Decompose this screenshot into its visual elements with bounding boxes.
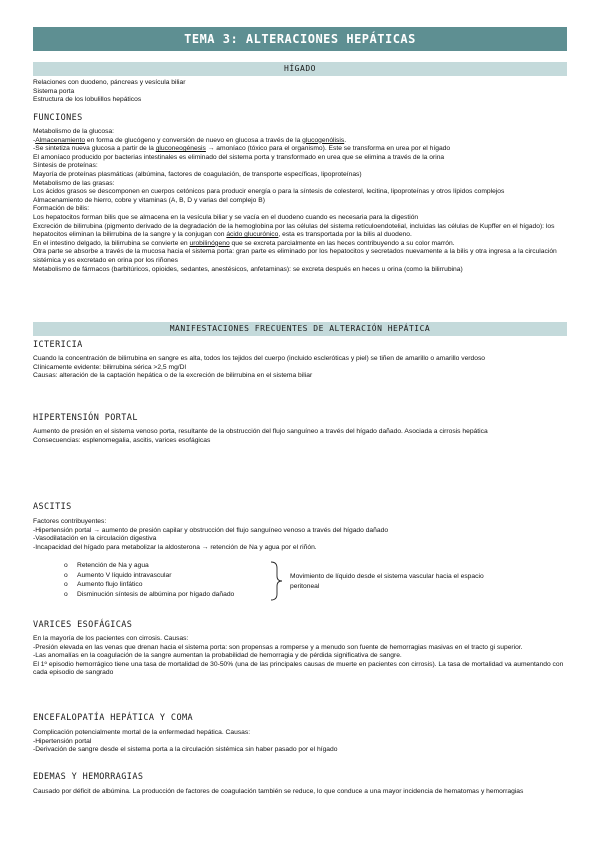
bilis-line-4: Otra parte se absorbe a través de la mucosa hacia el sistema porta: gran parte es eliminado por los hepatocitos y secretados nuevamente a la bilis y otra ingresa a la circulación sistémica y es excretado en orina por los riñones [33, 248, 557, 264]
varices-line: -Las anomalías en la coagulación de la sangre aumentan la probabilidad de hemorragia y de pérdida significativa de sangre. [33, 652, 402, 660]
underlined-term: ácido glucurónico [226, 231, 279, 239]
varices-line: -Presión elevada en las venas que drenan hacia el sistema porta: son propensas a romperse y a menudo son fuente de hemorragias masivas en el tracto gi superior. [33, 643, 523, 651]
section-header-higado: HÍGADO [33, 62, 567, 76]
grasas-line: Los ácidos grasos se descomponen en cuerpos cetónicos para producir energía o para la síntesis de colesterol, lecitina, lipoproteínas y otros lípidos complejos [33, 188, 505, 196]
bilis-line-2: Excreción de bilirrubina (pigmento derivado de la degradación de la hemoglobina por las células del sistema retículoendotelial, incluidas las células de Kupffer en el hígado): los hepatocitos eliminan la bilirrubina de la sangre y la conjugan con ácido glucurónico, esta es transportada por la bilis al duodeno. [33, 222, 555, 239]
ascitis-line: Factores contribuyentes: [33, 518, 107, 525]
intro-line: Sistema porta [33, 87, 75, 95]
heading-edemas-hemorragias: EDEMAS Y HEMORRAGIAS [33, 772, 144, 782]
hipertension-block [33, 428, 567, 445]
ascitis-line: -Incapacidad del hígado para metabolizar la aldosterona → retención de Na y agua por el riñón. [33, 543, 317, 551]
heading-ictericia: ICTERICIA [33, 340, 83, 350]
ascitis-line: -Hipertensión portal → aumento de presión capilar y obstrucción del flujo sanguíneo venoso a través del hígado dañado [33, 526, 389, 534]
encefalopatia-block [33, 729, 567, 755]
ictericia-line: Causas: alteración de la captación hepática o de la excreción de bilirrubina en el sistema biliar [33, 372, 313, 380]
heading-funciones: FUNCIONES [33, 113, 83, 123]
heading-encefalopatia: ENCEFALOPATÍA HEPÁTICA Y COMA [33, 713, 194, 723]
encefalopatia-line: -Hipertensión portal [33, 737, 92, 745]
underlined-term: gluconeogénesis [155, 145, 206, 153]
underlined-term: Almacenamiento [35, 136, 86, 144]
page-title: TEMA 3: ALTERACIONES HEPÁTICAS [33, 27, 567, 51]
intro-line: Relaciones con duodeno, páncreas y vesícula biliar [33, 79, 186, 86]
bullet-marker: o [64, 571, 68, 579]
heading-ascitis: ASCITIS [33, 502, 72, 512]
farmacos-line: Metabolismo de fármacos (barbitúricos, opioides, sedantes, anestésicos, anfetaminas): se excreta después en heces u orina (como la bilirrubina) [33, 265, 463, 273]
bilis-line-1: Los hepatocitos forman bilis que se almacena en la vesícula biliar y se vacía en el duodeno cuando es necesaria para la digestión [33, 213, 419, 221]
edemas-block [33, 788, 567, 797]
hipertension-line: Aumento de presión en el sistema venoso porta, resultante de la obstrucción del flujo sanguíneo a través del hígado dañado. Asociada a cirrosis hepática [33, 428, 488, 435]
hipertension-line: Consecuencias: esplenomegalia, ascitis, varices esofágicas [33, 436, 211, 444]
bullet-marker: o [64, 590, 68, 598]
bracket-note: Movimiento de líquido desde el sistema vascular hacia el espacio peritoneal [290, 573, 484, 590]
ictericia-line: Cuando la concentración de bilirrubina en sangre es alta, todos los tejidos del cuerpo (incluido escleróticas y piel) se tiñen de amarillo o amarillo verdoso [33, 355, 486, 362]
encefalopatia-line: -Derivación de sangre desde el sistema porta a la circulación sistémica sin haber pasado por el hígado [33, 746, 338, 754]
underlined-term: glucogenólisis [302, 136, 345, 144]
section-header-manifestaciones: MANIFESTACIONES FRECUENTES DE ALTERACIÓN HEPÁTICA [33, 322, 567, 336]
glucosa-line-1: -Almacenamiento en forma de glucógeno y conversión de nuevo en glucosa a través de la glucogenólisis. [33, 136, 347, 144]
bilis-title: Formación de bilis: [33, 205, 90, 213]
glucosa-title: Metabolismo de la glucosa: [33, 128, 115, 135]
proteinas-title: Síntesis de proteínas: [33, 162, 98, 170]
grasas-title: Metabolismo de las grasas: [33, 179, 115, 187]
ictericia-block [33, 355, 567, 381]
intro-line: Estructura de los lobulillos hepáticos [33, 96, 142, 104]
heading-varices-esofagicas: VARICES ESOFÁGICAS [33, 620, 133, 630]
document-page: TEMA 3: ALTERACIONES HEPÁTICAS HÍGADO Relaciones con duodeno, páncreas y vesícula biliar Sistema porta Estructura de los lobulillos hepáticos FUNCIONES Metabolismo de la glucosa: -Almacenamiento en forma de glucógeno y conversión de nuevo en glucosa a través de la glucogenólisis. -Se sintetiza nueva glucosa a partir de la gluconeogénesis → amoníaco (tóxico para el organismo). Este se transforma en urea por el hígado El amoníaco producido por bacterias intestinales es eliminado del sistema porta y transformado en urea que se elimina a través de la orina Síntesis de proteínas: Mayoría de proteínas plasmáticas (albúmina, factores de coagulación, de transporte específicas, lipoproteínas) Metabolismo de las grasas: Los ácidos grasos se descomponen en cuerpos cetónicos para producir energía o para la síntesis de colesterol, lecitina, lipoproteínas y otros lípidos complejos Almacenamiento de hierro, cobre y vitaminas (A, B, D y varias del complejo B) Formación de bilis: Los hepatocitos forman bilis que se almacena en la vesícula biliar y se vacía en el duodeno cuando es necesaria para la digestión Excreción de bilirrubina (pigmento derivado de la degradación de la hemoglobina por las células del sistema retículoendotelial, incluidas las células de Kupffer en el hígado): los hepatocitos eliminan la bilirrubina de la sangre y la conjugan con ácido glucurónico, esta es transportada por la bilis al duodeno. En el intestino delgado, la bilirrubina se convierte en urobilinógeno que se excreta parcialmente en las heces contribuyendo a su color marrón. Otra parte se absorbe a través de la mucosa hacia el sistema porta: gran parte es eliminado por los hepatocitos y secretados nuevamente a la bilis y otra ingresa a la circulación sistémica y es excretado en orina por los riñones Metabolismo de fármacos (barbitúricos, opioides, sedantes, anestésicos, anfetaminas): se excreta después en heces u orina (como la bilirrubina) MANIFESTACIONES FRECUENTES DE ALTERACIÓN HEPÁTICA ICTERICIA Cuando la concentración de bilirrubina en sangre es alta, todos los tejidos del cuerpo (incluido escleróticas y piel) se tiñen de amarillo o amarillo verdoso Clínicamente evidente: bilirrubina sérica >2,5 mg/Dl Causas: alteración de la captación hepática o de la excreción de bilirrubina en el sistema biliar HIPERTENSIÓN PORTAL Aumento de presión en el sistema venoso porta, resultante de la obstrucción del flujo sanguíneo a través del hígado dañado. Asociada a cirrosis hepática Consecuencias: esplenomegalia, ascitis, varices esofágicas ASCITIS Factores contribuyentes: -Hipertensión portal → aumento de presión capilar y obstrucción del flujo sanguíneo venoso a través del hígado dañado -Vasodilatación en la circulación digestiva -Incapacidad del hígado para metabolizar la aldosterona → retención de Na y agua por el riñón. o Retención de Na y agua o Aumento V líquido intravascular o Aumento flujo linfático o Disminución síntesis de albúmina por hígado dañado Movimiento de líquido desde el sistema vascular hacia el espacio peritoneal VARICES ESOFÁGICAS En la mayoría de los pacientes con cirrosis. Causas: -Presión elevada en las venas que drenan hacia el sistema porta: son propensas a romperse y a menudo son fuente de hemorragias masivas en el tracto gi superior. -Las anomalías en la coagulación de la sangre aumentan la probabilidad de hemorragia y de pérdida significativa de sangre. El 1º episodio hemorrágico tiene una tasa de mortalidad de 30-50% (una de las principales causas de muerte en pacientes con cirrosis). La tasa de mortalidad va aumentando con cada episodio de sangrado ENCEFALOPATÍA HEPÁTICA Y COMA Complicación potencialmente mortal de la enfermedad hepática. Causas: -Hipertensión portal -Derivación de sangre desde el sistema porta a la circulación sistémica sin haber pasado por el hígado EDEMAS Y HEMORRAGIAS Causado por déficit de albúmina. La producción de factores de coagulación también se reduce, lo que conduce a una mayor incidencia de hematomas y hemorragias [0, 0, 600, 848]
ictericia-line: Clínicamente evidente: bilirrubina sérica >2,5 mg/Dl [33, 363, 186, 371]
glucosa-line-3: El amoníaco producido por bacterias intestinales es eliminado del sistema porta y transformado en urea que se elimina a través de la orina [33, 153, 445, 161]
funciones-block [33, 128, 567, 274]
almacenamiento-line: Almacenamiento de hierro, cobre y vitaminas (A, B, D y varias del complejo B) [33, 196, 265, 204]
varices-block [33, 635, 567, 678]
intro-block [33, 79, 567, 105]
bilis-line-3: En el intestino delgado, la bilirrubina se convierte en urobilinógeno que se excreta parcialmente en las heces contribuyendo a su color marrón. [33, 239, 455, 247]
proteinas-line: Mayoría de proteínas plasmáticas (albúmina, factores de coagulación, de transporte específicas, lipoproteínas) [33, 170, 362, 178]
bullet-marker: o [64, 581, 68, 588]
ascitis-line: -Vasodilatación en la circulación digestiva [33, 535, 157, 543]
underlined-term: urobilinógeno [189, 239, 230, 247]
ascitis-block [33, 518, 567, 552]
edemas-line: Causado por déficit de albúmina. La producción de factores de coagulación también se reduce, lo que conduce a una mayor incidencia de hematomas y hemorragias [33, 788, 524, 795]
glucosa-line-2: -Se sintetiza nueva glucosa a partir de la gluconeogénesis → amoníaco (tóxico para el organismo). Este se transforma en urea por el hígado [33, 145, 451, 153]
varices-line: En la mayoría de los pacientes con cirrosis. Causas: [33, 635, 189, 642]
curly-brace-icon [268, 560, 284, 602]
bullet-marker: o [64, 562, 68, 569]
varices-line: El 1º episodio hemorrágico tiene una tasa de mortalidad de 30-50% (una de las principales causas de muerte en pacientes con cirrosis). La tasa de mortalidad va aumentando con cada episodio de sangrado [33, 660, 564, 677]
encefalopatia-line: Complicación potencialmente mortal de la enfermedad hepática. Causas: [33, 729, 251, 736]
heading-hipertension-portal: HIPERTENSIÓN PORTAL [33, 413, 138, 423]
